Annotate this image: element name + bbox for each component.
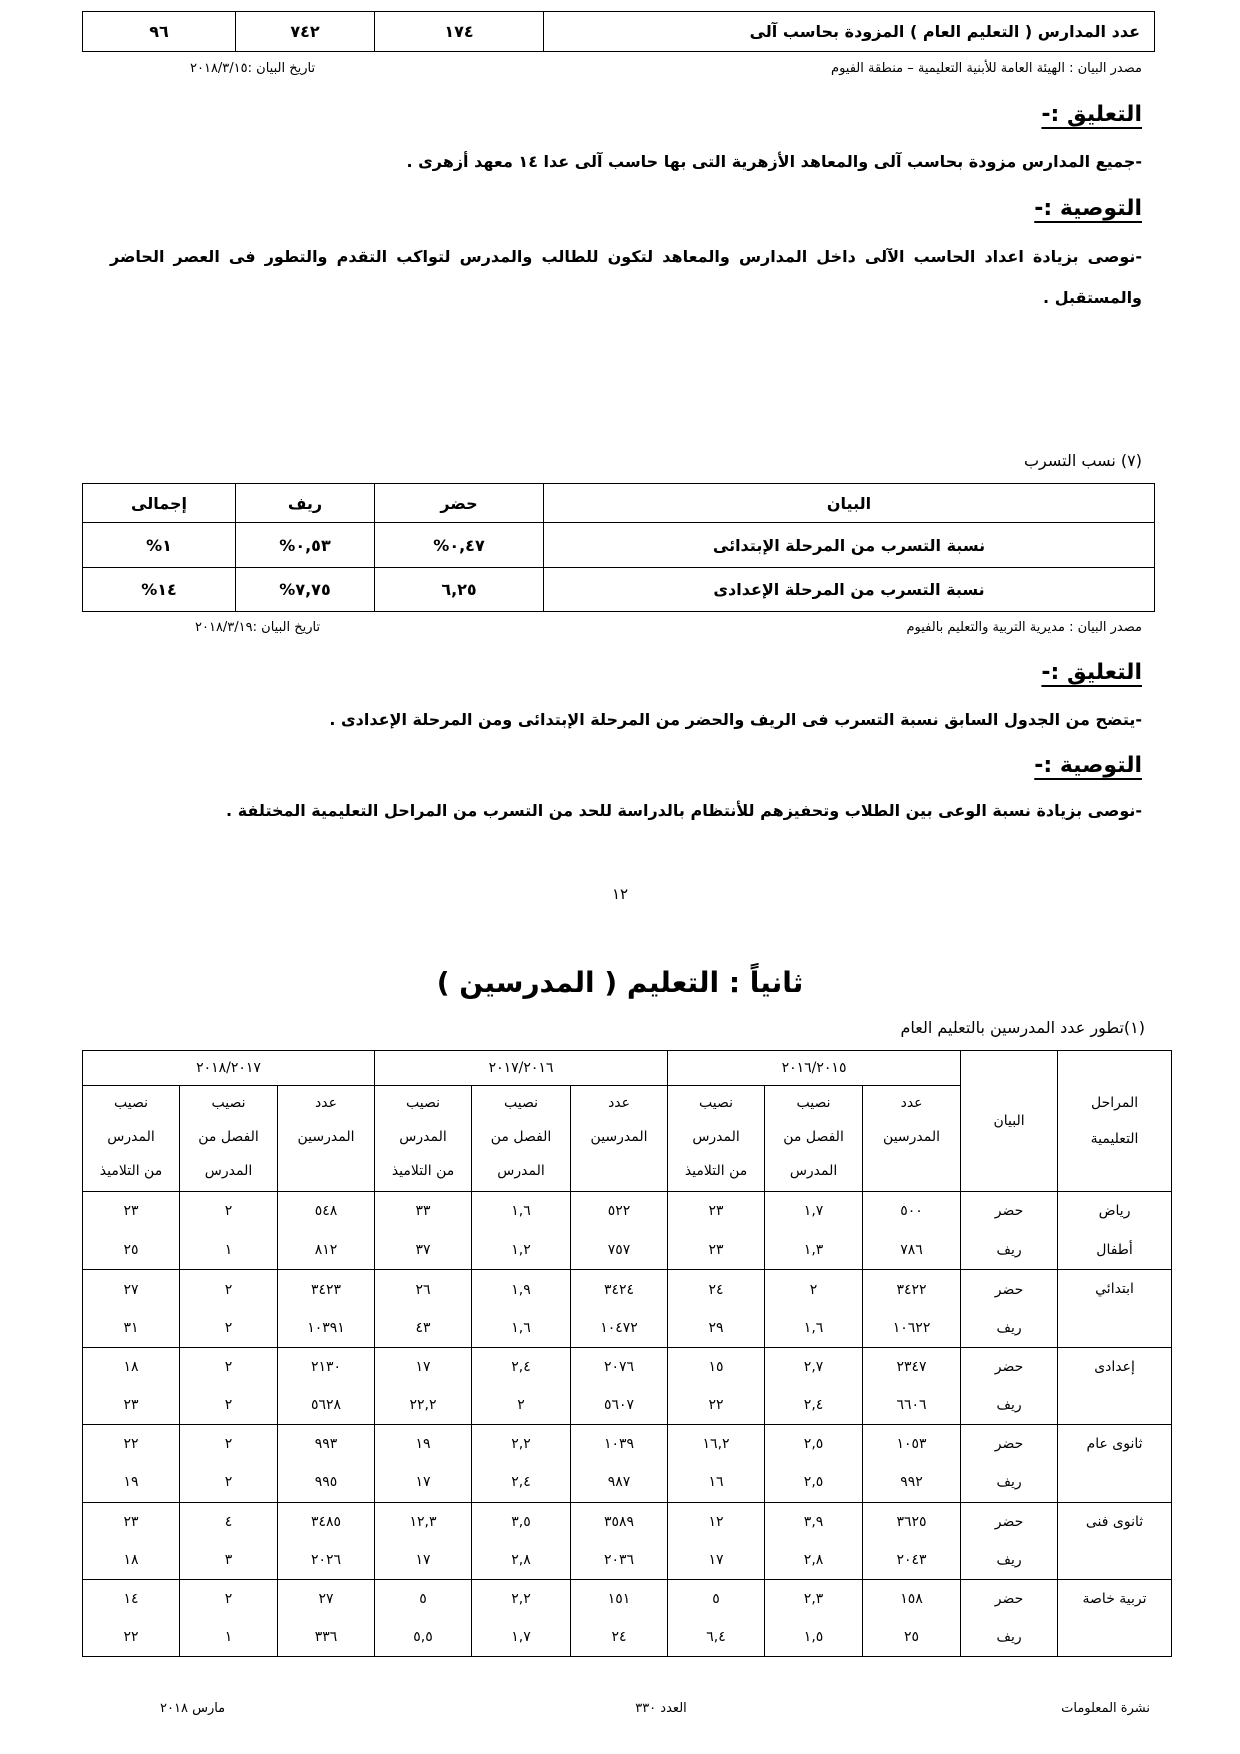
table-row (83, 1425, 1172, 1464)
area-label: حضر (961, 1502, 1058, 1541)
column-header-line: الفصل من (198, 1129, 259, 1145)
teacher-value: ٢ (472, 1386, 571, 1425)
teacher-value: ١٠٦٢٢ (863, 1309, 961, 1348)
section-subtitle: (١)تطور عدد المدرسين بالتعليم العام (900, 1018, 1145, 1037)
teacher-value: ٢٧ (83, 1270, 180, 1309)
item-header: البيان (961, 1051, 1058, 1192)
table-row (83, 523, 1155, 568)
teacher-value: ٣٤٢٤ (571, 1270, 668, 1309)
teacher-value: ٢ (180, 1347, 278, 1386)
stages-header (1058, 1051, 1172, 1192)
recommendation-heading: التوصية :- (1034, 196, 1142, 221)
table-value: ١% (83, 523, 236, 568)
teacher-value: ٥,٥ (375, 1618, 472, 1657)
column-header-line: عدد (608, 1095, 630, 1111)
teacher-value: ٣٤٨٥ (278, 1502, 375, 1541)
teacher-value: ٦٦٠٦ (863, 1386, 961, 1425)
teacher-value: ٢ (180, 1192, 278, 1231)
column-header (278, 1086, 375, 1192)
header-cell: إجمالى (83, 484, 236, 523)
teacher-value: ٢٣ (83, 1192, 180, 1231)
teacher-value: ١٧ (375, 1463, 472, 1502)
area-label: ريف (961, 1541, 1058, 1580)
teacher-value: ٥٠٠ (863, 1192, 961, 1231)
teacher-value: ٣ (180, 1541, 278, 1580)
table-row (83, 1579, 1172, 1618)
teacher-value: ٩٨٧ (571, 1463, 668, 1502)
area-label: حضر (961, 1579, 1058, 1618)
stage-name-line: ثانوى عام (1086, 1436, 1143, 1453)
teacher-value: ٩٩٣ (278, 1425, 375, 1464)
header-cell: البيان (544, 484, 1155, 523)
teacher-value: ٢,٥ (765, 1463, 863, 1502)
dropout-table (82, 483, 1155, 612)
teacher-value: ٣٣ (375, 1192, 472, 1231)
teacher-value: ٢٢,٢ (375, 1386, 472, 1425)
teacher-value: ٢٢ (83, 1618, 180, 1657)
teacher-value: ٧٨٦ (863, 1231, 961, 1270)
teacher-value: ٢٥ (83, 1231, 180, 1270)
area-label: حضر (961, 1425, 1058, 1464)
area-label: حضر (961, 1270, 1058, 1309)
stage-name-line: تربية خاصة (1082, 1590, 1147, 1607)
footer-issue: العدد ٣٣٠ (635, 1701, 687, 1716)
column-header (472, 1086, 571, 1192)
table-row (83, 1386, 1172, 1425)
column-header (180, 1086, 278, 1192)
column-header-line: المدرس (789, 1163, 838, 1179)
table-header-row (83, 484, 1155, 523)
teacher-value: ١٩ (375, 1425, 472, 1464)
column-header-line: عدد (315, 1095, 337, 1111)
table-row (83, 1270, 1172, 1309)
table-row (83, 1347, 1172, 1386)
table-value: ٩٦ (83, 12, 236, 52)
page-number: ١٢ (611, 885, 629, 903)
column-header-line: من التلاميذ (99, 1163, 163, 1179)
column-header-line: نصيب (211, 1095, 246, 1111)
dropout-title: (٧) نسب التسرب (1023, 451, 1142, 470)
stage-name-line: ثانوى فنى (1085, 1513, 1144, 1530)
teacher-value: ٥ (668, 1579, 765, 1618)
column-header (571, 1086, 668, 1192)
source-text: مصدر البيان : مديرية التربية والتعليم بالفيوم (906, 620, 1142, 635)
teacher-value: ٣٤٢٢ (863, 1270, 961, 1309)
teacher-value: ١٥٨ (863, 1579, 961, 1618)
table-row (83, 12, 1155, 52)
teacher-value: ٤ (180, 1502, 278, 1541)
teacher-value: ١٠٣٩ (571, 1425, 668, 1464)
teachers-table-body (83, 1192, 1172, 1657)
section-title: ثانياً : التعليم ( المدرسين ) (436, 966, 804, 999)
stage-name (1058, 1425, 1172, 1502)
teacher-value: ١٨ (83, 1347, 180, 1386)
teacher-value: ١٠٤٧٢ (571, 1309, 668, 1348)
teacher-value: ١٠٣٩١ (278, 1309, 375, 1348)
area-label: حضر (961, 1347, 1058, 1386)
column-header-line: من التلاميذ (684, 1163, 748, 1179)
teacher-value: ١٩ (83, 1463, 180, 1502)
table-row (83, 1309, 1172, 1348)
teacher-value: ٥٦٢٨ (278, 1386, 375, 1425)
teacher-value: ٥٢٢ (571, 1192, 668, 1231)
teacher-value: ٢,٢ (472, 1425, 571, 1464)
teacher-value: ٨١٢ (278, 1231, 375, 1270)
teacher-value: ١٢,٣ (375, 1502, 472, 1541)
recommendation-text: -نوصى بزيادة نسبة الوعى بين الطلاب وتحفيزهم للأنتظام بالدراسة للحد من التسرب من المراحل التعليمية المختلفة . (226, 801, 1142, 820)
stage-name-line: رياض (1098, 1203, 1131, 1219)
stage-name (1058, 1347, 1172, 1424)
recommendation-line: -نوصى بزيادة اعداد الحاسب الآلى داخل المدارس والمعاهد لتكون للطالب والمدرس لتواكب التقدم والتطور فى العصر الحاضر (110, 247, 1142, 266)
comment-text: -جميع المدارس مزودة بحاسب آلى والمعاهد الأزهرية التى بها حاسب آلى عدا ١٤ معهد أزهرى . (406, 152, 1142, 171)
teacher-value: ٣٧ (375, 1231, 472, 1270)
teacher-value: ٢ (180, 1425, 278, 1464)
area-label: ريف (961, 1309, 1058, 1348)
teacher-value: ٢٤ (571, 1618, 668, 1657)
comment-text: -يتضح من الجدول السابق نسبة التسرب فى الريف والحضر من المرحلة الإبتدائى ومن المرحلة الإعدادى . (329, 710, 1142, 729)
teacher-value: ١,٩ (472, 1270, 571, 1309)
table-value: ٧٤٢ (236, 12, 375, 52)
table-row (83, 1463, 1172, 1502)
teacher-value: ١٦ (668, 1463, 765, 1502)
table-value: ٠,٤٧% (375, 523, 544, 568)
teacher-value: ٢ (180, 1386, 278, 1425)
teacher-value: ١٧ (375, 1541, 472, 1580)
table-row (83, 568, 1155, 612)
row-label: نسبة التسرب من المرحلة الإعدادى (544, 568, 1155, 612)
year-header: ٢٠١٧/٢٠١٦ (375, 1051, 668, 1086)
teacher-value: ٢ (180, 1309, 278, 1348)
teacher-value: ٩٩٢ (863, 1463, 961, 1502)
teacher-value: ٧٥٧ (571, 1231, 668, 1270)
teacher-value: ٢٩ (668, 1309, 765, 1348)
table-value: ١٤% (83, 568, 236, 612)
area-label: ريف (961, 1231, 1058, 1270)
teacher-value: ٢٢ (668, 1386, 765, 1425)
table-value: ١٧٤ (375, 12, 544, 52)
table-row (83, 1618, 1172, 1657)
teacher-value: ٢,٨ (472, 1541, 571, 1580)
recommendation-text (110, 236, 1142, 318)
teacher-value: ٣,٩ (765, 1502, 863, 1541)
teacher-value: ١٠٥٣ (863, 1425, 961, 1464)
teacher-value: ٣٥٨٩ (571, 1502, 668, 1541)
teacher-value: ٢٠٤٣ (863, 1541, 961, 1580)
teacher-value: ٥ (375, 1579, 472, 1618)
table-header-row (83, 1051, 1172, 1086)
teacher-value: ٣١ (83, 1309, 180, 1348)
column-header (668, 1086, 765, 1192)
teacher-value: ١٧ (375, 1347, 472, 1386)
teacher-value: ٥٤٨ (278, 1192, 375, 1231)
column-header-line: نصيب (699, 1095, 734, 1111)
teacher-value: ٤٣ (375, 1309, 472, 1348)
column-header (765, 1086, 863, 1192)
stage-name (1058, 1579, 1172, 1656)
teacher-value: ١٦,٢ (668, 1425, 765, 1464)
teacher-value: ٢٠٧٦ (571, 1347, 668, 1386)
teacher-value: ٢,٨ (765, 1541, 863, 1580)
teacher-value: ٢٤ (668, 1270, 765, 1309)
teacher-value: ٣٣٦ (278, 1618, 375, 1657)
year-header: ٢٠١٨/٢٠١٧ (83, 1051, 375, 1086)
teacher-value: ٢,٤ (472, 1347, 571, 1386)
table-row (83, 1502, 1172, 1541)
teacher-value: ٢ (180, 1579, 278, 1618)
column-header-line: نصيب (796, 1095, 831, 1111)
area-label: حضر (961, 1192, 1058, 1231)
footer-date: مارس ٢٠١٨ (160, 1701, 226, 1716)
teacher-value: ١,٧ (472, 1618, 571, 1657)
schools-computers-table (82, 11, 1155, 52)
teacher-value: ٢٧ (278, 1579, 375, 1618)
column-header-line: المدرسين (590, 1129, 648, 1145)
column-header-line: نصيب (114, 1095, 149, 1111)
stage-name-line: أطفال (1096, 1241, 1133, 1258)
teacher-value: ١,٣ (765, 1231, 863, 1270)
row-label: عدد المدارس ( التعليم العام ) المزودة بحاسب آلى (544, 12, 1155, 52)
teacher-value: ٦,٤ (668, 1618, 765, 1657)
comment-heading: التعليق :- (1041, 660, 1142, 685)
table-value: ٧,٧٥% (236, 568, 375, 612)
teacher-value: ٢,٥ (765, 1425, 863, 1464)
column-header-line: المدرس (204, 1163, 253, 1179)
teacher-value: ٢٣ (668, 1231, 765, 1270)
teacher-value: ١,٥ (765, 1618, 863, 1657)
stage-name-line: ابتدائي (1095, 1281, 1134, 1298)
area-label: ريف (961, 1618, 1058, 1657)
column-header-line: الفصل من (783, 1129, 844, 1145)
teacher-value: ٢٠٣٦ (571, 1541, 668, 1580)
header-cell: حضر (375, 484, 544, 523)
teacher-value: ٢,٢ (472, 1579, 571, 1618)
stage-name (1058, 1192, 1172, 1270)
teacher-value: ٢٥ (863, 1618, 961, 1657)
column-header-line: المدرس (107, 1129, 155, 1145)
teacher-value: ٣,٥ (472, 1502, 571, 1541)
stage-name-line: إعدادى (1094, 1358, 1135, 1375)
teacher-value: ٢٣ (668, 1192, 765, 1231)
column-header-line: نصيب (504, 1095, 539, 1111)
teacher-value: ١ (180, 1231, 278, 1270)
table-row (83, 1231, 1172, 1270)
teacher-value: ١,٦ (765, 1309, 863, 1348)
teacher-value: ٢,٤ (472, 1463, 571, 1502)
column-header (375, 1086, 472, 1192)
table-value: ٦,٢٥ (375, 568, 544, 612)
teacher-value: ١٤ (83, 1579, 180, 1618)
table-value: ٠,٥٣% (236, 523, 375, 568)
column-header-line: المدرسين (297, 1129, 355, 1145)
comment-heading: التعليق :- (1041, 102, 1142, 127)
teacher-value: ٥٦٠٧ (571, 1386, 668, 1425)
teacher-value: ٢ (765, 1270, 863, 1309)
teacher-value: ١,٦ (472, 1192, 571, 1231)
teachers-table (82, 1050, 1172, 1657)
column-header-line: نصيب (406, 1095, 441, 1111)
stages-header-line: المراحل (1090, 1095, 1139, 1111)
column-header-line: المدرس (497, 1163, 545, 1179)
teacher-value: ٢٦ (375, 1270, 472, 1309)
header-cell: ريف (236, 484, 375, 523)
column-header (863, 1086, 961, 1192)
source-text: مصدر البيان : الهيئة العامة للأبنية التعليمية – منطقة الفيوم (831, 61, 1142, 76)
teacher-value: ١,٦ (472, 1309, 571, 1348)
area-label: ريف (961, 1463, 1058, 1502)
teacher-value: ٣٦٢٥ (863, 1502, 961, 1541)
teacher-value: ٢,٣ (765, 1579, 863, 1618)
teacher-value: ٢٠٢٦ (278, 1541, 375, 1580)
teacher-value: ١٢ (668, 1502, 765, 1541)
column-header (83, 1086, 180, 1192)
column-header-line: المدرسين (883, 1129, 941, 1145)
teacher-value: ١,٢ (472, 1231, 571, 1270)
year-header: ٢٠١٦/٢٠١٥ (668, 1051, 961, 1086)
column-header-line: المدرس (692, 1129, 740, 1145)
table-row (83, 1541, 1172, 1580)
stages-header-line: التعليمية (1090, 1131, 1139, 1147)
teacher-value: ٢ (180, 1270, 278, 1309)
teacher-value: ٢٣٤٧ (863, 1347, 961, 1386)
teacher-value: ٢٢ (83, 1425, 180, 1464)
teacher-value: ١,٧ (765, 1192, 863, 1231)
column-header-line: عدد (900, 1095, 923, 1111)
teacher-value: ٢٣ (83, 1502, 180, 1541)
teacher-value: ٢١٣٠ (278, 1347, 375, 1386)
source-date: تاريخ البيان :٢٠١٨/٣/١٩ (195, 620, 321, 635)
teacher-value: ١٥١ (571, 1579, 668, 1618)
column-header-line: من التلاميذ (391, 1163, 455, 1179)
table-row (83, 1192, 1172, 1231)
stage-name (1058, 1502, 1172, 1579)
teacher-value: ٢ (180, 1463, 278, 1502)
teacher-value: ٢٣ (83, 1386, 180, 1425)
recommendation-line: والمستقبل . (1043, 288, 1142, 307)
column-header-line: المدرس (399, 1129, 447, 1145)
teacher-value: ٣٤٢٣ (278, 1270, 375, 1309)
teacher-value: ٢,٤ (765, 1386, 863, 1425)
teacher-value: ١٥ (668, 1347, 765, 1386)
teacher-value: ٢,٧ (765, 1347, 863, 1386)
recommendation-heading: التوصية :- (1034, 753, 1142, 778)
teacher-value: ١٨ (83, 1541, 180, 1580)
footer-publication: نشرة المعلومات (1061, 1701, 1150, 1716)
teacher-value: ١ (180, 1618, 278, 1657)
teacher-value: ١٧ (668, 1541, 765, 1580)
row-label: نسبة التسرب من المرحلة الإبتدائى (544, 523, 1155, 568)
teacher-value: ٩٩٥ (278, 1463, 375, 1502)
source-date: تاريخ البيان :٢٠١٨/٣/١٥ (190, 61, 316, 76)
stage-name (1058, 1270, 1172, 1347)
column-header-line: الفصل من (490, 1129, 552, 1145)
area-label: ريف (961, 1386, 1058, 1425)
